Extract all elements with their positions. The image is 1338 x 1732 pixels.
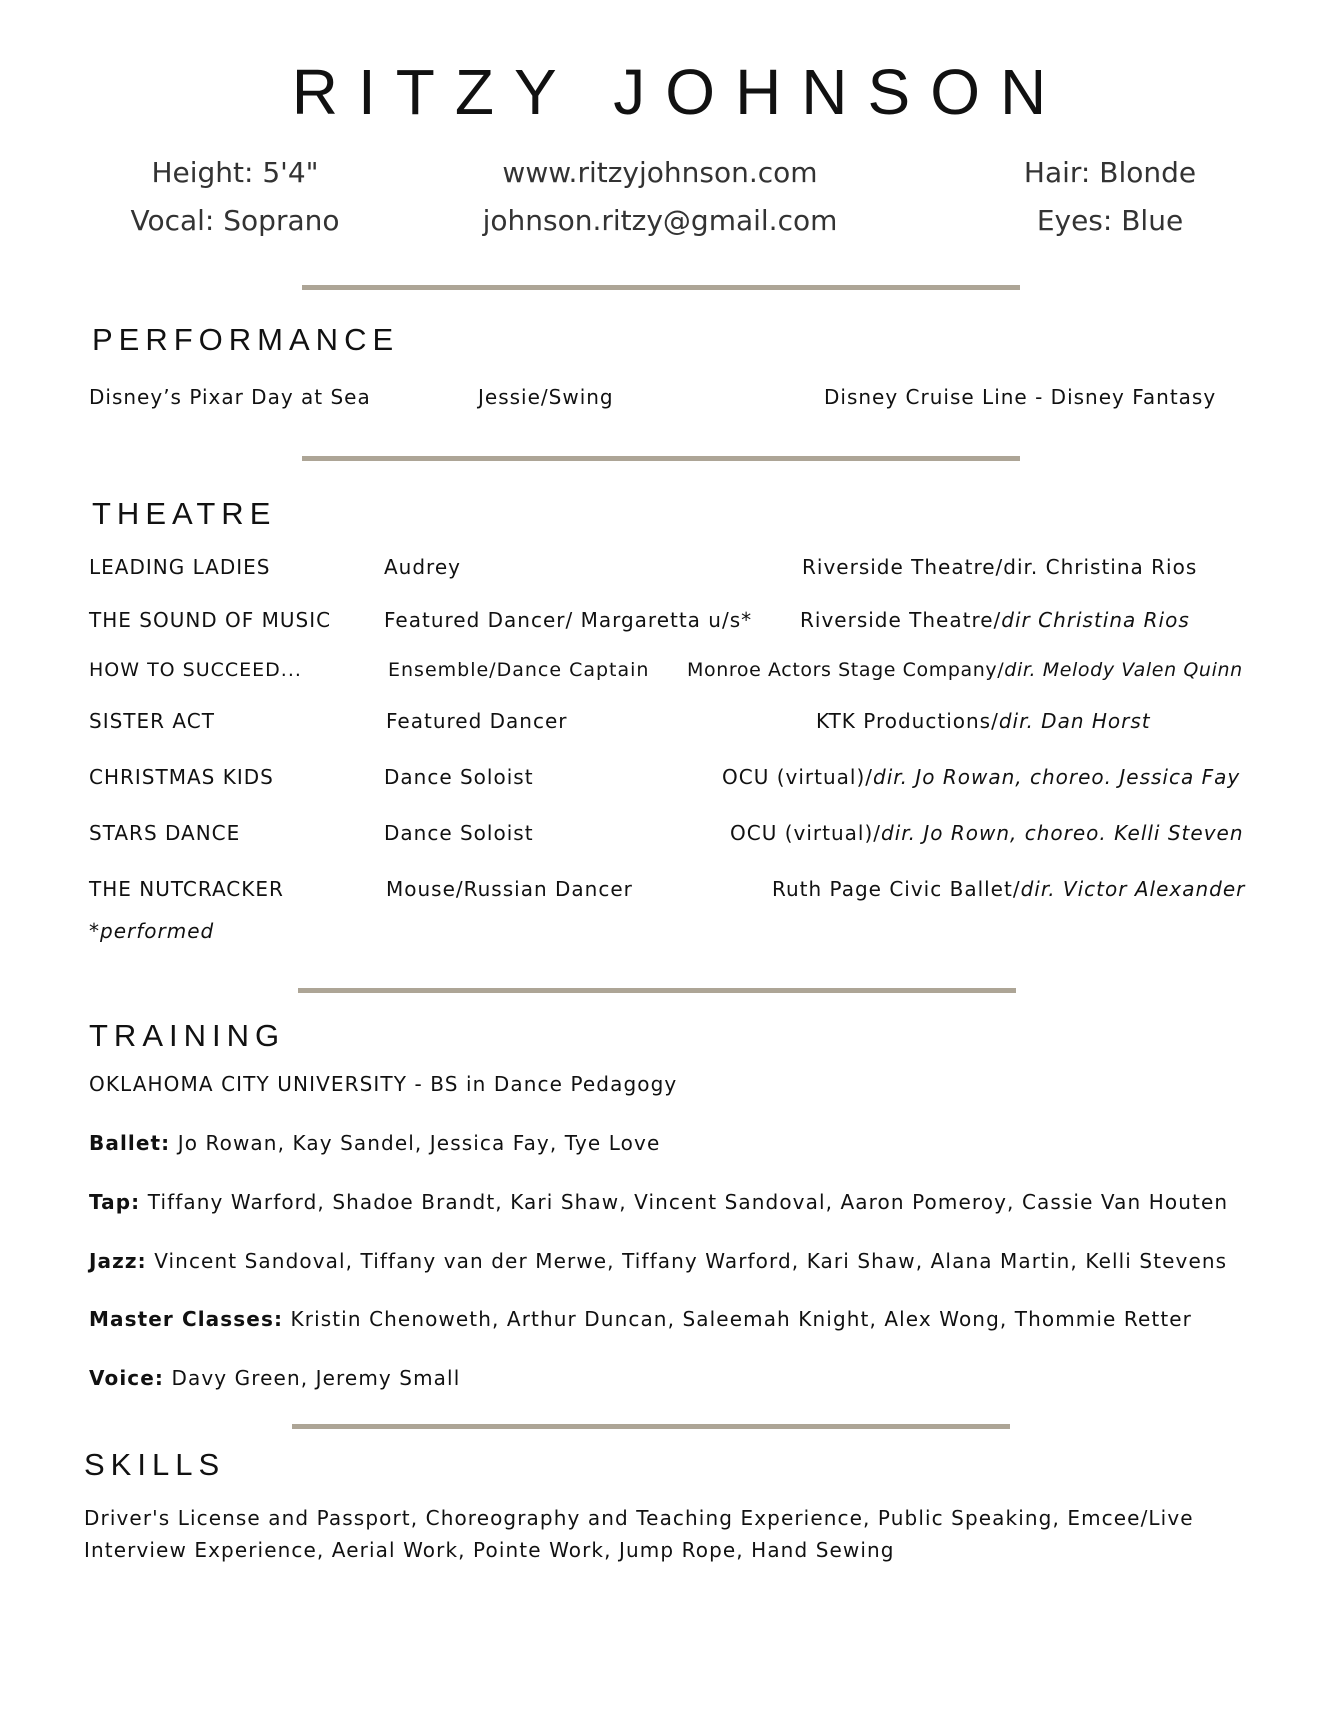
training-jazz: Jazz: Vincent Sandoval, Tiffany van der Merwe, Tiffany Warford, Kari Shaw, Alana Martin, Kelli Stevens [89,1249,1228,1273]
height-stat: Height: 5'4" [151,156,319,189]
divider [298,988,1016,993]
skills-line: Interview Experience, Aerial Work, Pointe Work, Jump Rope, Hand Sewing [84,1538,895,1562]
training-master-classes: Master Classes: Kristin Chenoweth, Arthur Duncan, Saleemah Knight, Alex Wong, Thommie Retter [89,1307,1193,1331]
resume-name: RITZY JOHNSON [291,56,1067,128]
role: Ensemble/Dance Captain [388,659,650,681]
role: Featured Dancer [386,709,568,733]
show-title: THE SOUND OF MUSIC [89,608,332,632]
divider [292,1424,1010,1429]
section-title-training: TRAINING [89,1018,286,1053]
footnote: *performed [89,919,215,943]
section-title-performance: PERFORMANCE [92,322,400,357]
company: Monroe Actors Stage Company/dir. Melody Valen Quinn [687,659,1243,681]
company: KTK Productions/dir. Dan Horst [816,709,1151,733]
show-title: THE NUTCRACKER [89,877,284,901]
show-title: CHRISTMAS KIDS [89,765,274,789]
vocal-stat: Vocal: Soprano [130,204,340,237]
role: Dance Soloist [384,821,534,845]
eyes-stat: Eyes: Blue [1036,204,1184,237]
company: Disney Cruise Line - Disney Fantasy [824,385,1217,409]
training-tap: Tap: Tiffany Warford, Shadoe Brandt, Kari Shaw, Vincent Sandoval, Aaron Pomeroy, Cassie Van Houten [89,1190,1229,1214]
show-title: STARS DANCE [89,821,241,845]
training-school: OKLAHOMA CITY UNIVERSITY - BS in Dance Pedagogy [89,1072,678,1096]
role: Mouse/Russian Dancer [386,877,633,901]
company: Riverside Theatre/dir. Christina Rios [802,555,1198,579]
company: OCU (virtual)/dir. Jo Rown, choreo. Kelli Steven [730,821,1244,845]
website-link[interactable]: www.ritzyjohnson.com [502,156,818,189]
show-title: SISTER ACT [89,709,215,733]
skills-line: Driver's License and Passport, Choreography and Teaching Experience, Public Speaking, Emcee/Live [84,1506,1194,1530]
role: Featured Dancer/ Margaretta u/s* [384,608,753,632]
role: Jessie/Swing [478,385,614,409]
company: Riverside Theatre/dir Christina Rios [800,608,1190,632]
email-link[interactable]: johnson.ritzy@gmail.com [482,204,838,237]
divider [302,285,1020,290]
role: Dance Soloist [384,765,534,789]
training-voice: Voice: Davy Green, Jeremy Small [89,1366,461,1390]
company: Ruth Page Civic Ballet/dir. Victor Alexander [772,877,1246,901]
training-ballet: Ballet: Jo Rowan, Kay Sandel, Jessica Fay, Tye Love [89,1131,661,1155]
section-title-theatre: THEATRE [92,496,277,531]
hair-stat: Hair: Blonde [1023,156,1197,189]
divider [302,456,1020,461]
role: Audrey [384,555,461,579]
show-title: Disney’s Pixar Day at Sea [89,385,371,409]
show-title: LEADING LADIES [89,555,271,579]
section-title-skills: SKILLS [84,1447,226,1482]
company: OCU (virtual)/dir. Jo Rowan, choreo. Jessica Fay [722,765,1241,789]
show-title: HOW TO SUCCEED... [89,659,302,681]
